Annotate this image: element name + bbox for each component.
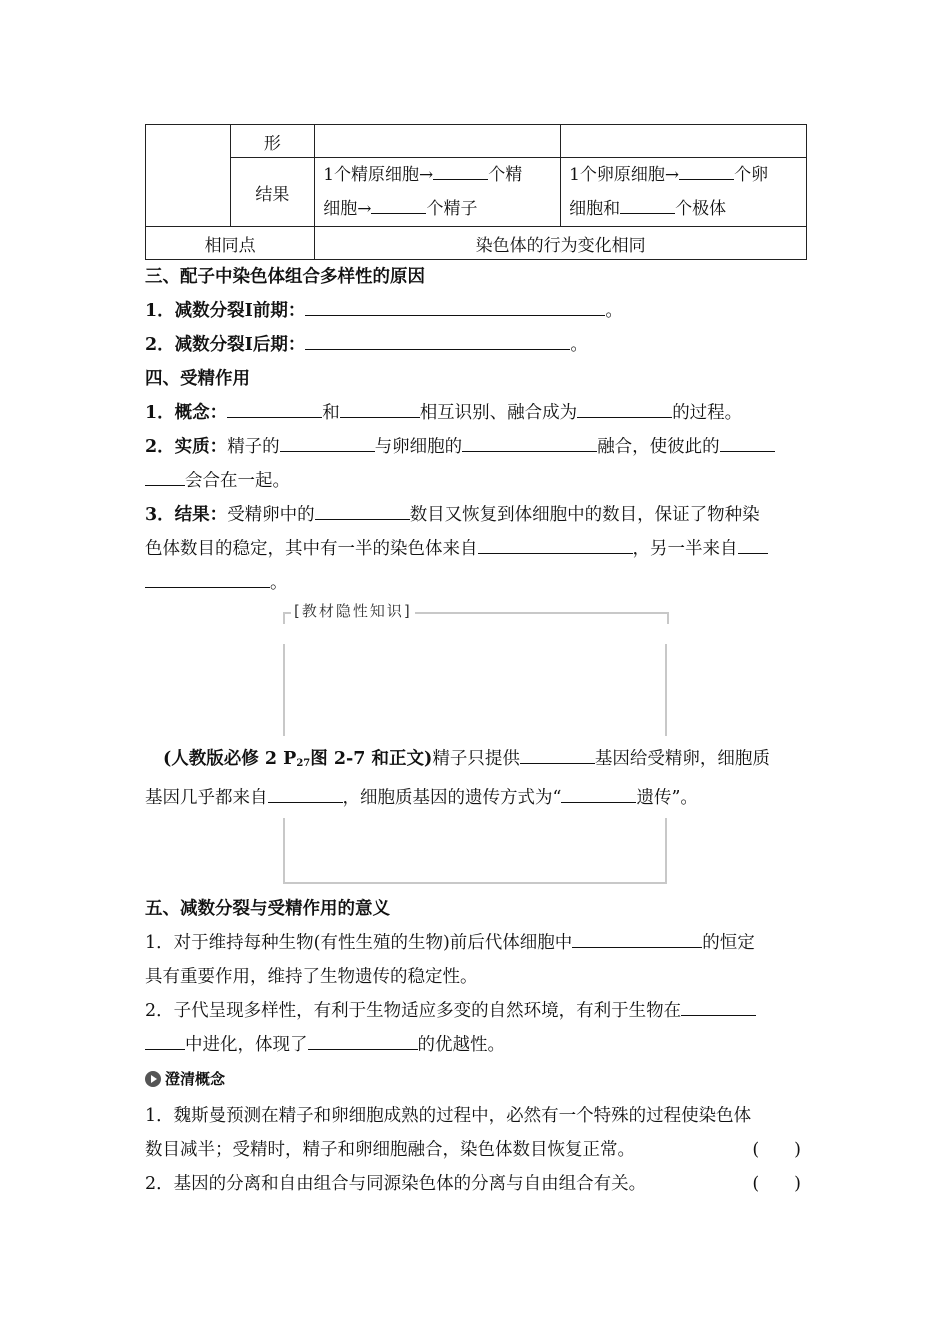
blank[interactable]	[720, 434, 775, 452]
text: 。	[570, 335, 588, 355]
text: ，细胞质基因的遗传方式为“	[342, 788, 562, 808]
text: 会合在一起。	[185, 471, 290, 491]
section-4-title: 四、受精作用	[145, 369, 250, 389]
text: 细胞→	[323, 199, 372, 219]
text: 数目又恢复到体细胞中的数目，保证了物种染	[409, 505, 760, 525]
clarify-q1-cont	[145, 1133, 807, 1167]
clarify-label	[145, 1062, 225, 1096]
sec3-item-1	[145, 294, 807, 328]
blank[interactable]	[280, 434, 375, 452]
text: 1．减数分裂Ⅰ前期：	[145, 301, 306, 321]
answer-paren[interactable]: ( )	[752, 1174, 801, 1194]
section-5-title: 五、减数分裂与受精作用的意义	[145, 899, 390, 919]
blank[interactable]	[572, 930, 702, 948]
text: 1．对于维持每种生物(有性生殖的生物)前后代体细胞中	[145, 933, 573, 953]
sec3-item-2	[145, 328, 807, 362]
blank[interactable]	[681, 998, 756, 1016]
text: 。	[605, 301, 623, 321]
sec4-item-3-cont2	[145, 566, 807, 600]
table-cell-empty	[146, 125, 231, 227]
blank[interactable]	[305, 298, 605, 316]
text: 的恒定	[702, 933, 755, 953]
text: 相互识别、融合成为	[419, 403, 578, 423]
text: 1个精原细胞→	[323, 165, 434, 185]
text: 细胞和	[569, 199, 621, 219]
sec5-item-1	[145, 926, 807, 960]
sec4-item-3-cont	[145, 532, 807, 566]
text: ，另一半来自	[632, 539, 738, 559]
sec4-item-2-cont	[145, 464, 807, 498]
blank[interactable]	[227, 400, 322, 418]
table-row-form	[146, 125, 807, 158]
blank[interactable]	[520, 746, 595, 764]
text: 基因几乎都来自	[145, 788, 268, 808]
text: 27	[296, 758, 311, 769]
text: 色体数目的稳定，其中有一半的染色体来自	[145, 539, 478, 559]
text: 遗传”。	[636, 788, 698, 808]
clarify-q1: 1．魏斯曼预测在精子和卵细胞成熟的过程中，必然有一个特殊的过程使染色体	[145, 1106, 752, 1126]
clarify-q2	[145, 1167, 807, 1201]
text: 具有重要作用，维持了生物遗传的稳定性。	[145, 967, 478, 987]
text: 2．实质：	[145, 437, 228, 457]
text: 2．减数分裂Ⅰ后期：	[145, 335, 306, 355]
text: 受精卵中的	[227, 505, 315, 525]
row-label-result: 结果	[230, 158, 315, 227]
hidden-line-1	[145, 742, 807, 781]
section-3-title: 三、配子中染色体组合多样性的原因	[145, 267, 425, 287]
cell-result-sperm	[315, 158, 561, 227]
blank[interactable]	[371, 197, 426, 214]
text: 。	[270, 573, 288, 593]
sec4-item-1	[145, 396, 807, 430]
box-label-text: 教材隐性知识	[301, 602, 404, 620]
box-label: [教材隐性知识]	[291, 600, 415, 621]
text: 2．基因的分离和自由组合与同源染色体的分离与自由组合有关。	[145, 1174, 647, 1194]
play-icon	[145, 1071, 161, 1087]
text: 1个卵原细胞→	[569, 165, 680, 185]
text: 中进化，体现了	[185, 1035, 308, 1055]
blank[interactable]	[308, 1032, 418, 1050]
text: 图 2-7 和正文)	[310, 749, 433, 769]
sec5-item-2	[145, 994, 807, 1028]
box-bottom-border	[283, 882, 667, 884]
text: 和	[322, 403, 340, 423]
blank[interactable]	[340, 400, 420, 418]
answer-paren[interactable]: ( )	[752, 1140, 801, 1160]
text: 基因给受精卵，细胞质	[594, 749, 770, 769]
text: 个卵	[734, 165, 769, 185]
blank[interactable]	[478, 536, 633, 554]
text: 3．结果：	[145, 505, 228, 525]
text: 精子的	[227, 437, 280, 457]
text: 的优越性。	[417, 1035, 505, 1055]
text: 澄清概念	[165, 1070, 226, 1088]
hidden-line-2	[145, 781, 807, 815]
text: 2．子代呈现多样性，有利于生物适应多变的自然环境，有利于生物在	[145, 1001, 682, 1021]
worksheet-page	[145, 124, 807, 600]
text: 的过程。	[672, 403, 743, 423]
blank[interactable]	[561, 785, 636, 803]
text: 精子只提供	[432, 749, 520, 769]
box-left-border	[283, 644, 285, 736]
blank[interactable]	[305, 332, 570, 350]
sec4-item-2	[145, 430, 807, 464]
blank[interactable]	[738, 536, 768, 554]
blank[interactable]	[462, 434, 597, 452]
blank[interactable]	[433, 163, 488, 180]
cell-form-sperm	[315, 125, 561, 158]
text: 1．概念：	[145, 403, 228, 423]
blank[interactable]	[315, 502, 410, 520]
comparison-table	[145, 124, 807, 260]
blank[interactable]	[268, 785, 343, 803]
cell-form-egg	[561, 125, 807, 158]
table-row-same	[146, 227, 807, 260]
text: 融合，使彼此的	[597, 437, 720, 457]
text: 个精	[488, 165, 523, 185]
table-row-result	[146, 158, 807, 227]
row-label-form: 形	[230, 125, 315, 158]
text: 个极体	[675, 199, 727, 219]
cell-same-value: 染色体的行为变化相同	[315, 227, 807, 260]
sec5-item-1-cont	[145, 960, 807, 994]
row-label-same: 相同点	[146, 227, 315, 260]
box-right-border	[665, 818, 667, 884]
blank[interactable]	[145, 1032, 185, 1050]
blank[interactable]	[620, 197, 675, 214]
cell-result-egg	[561, 158, 807, 227]
blank[interactable]	[679, 163, 734, 180]
blank[interactable]	[577, 400, 672, 418]
sec5-item-2-cont	[145, 1028, 807, 1062]
text: 个精子	[426, 199, 478, 219]
box-right-border	[665, 644, 667, 736]
blank[interactable]	[145, 468, 185, 486]
clarify-header	[145, 1062, 807, 1099]
blank[interactable]	[145, 570, 270, 588]
box-left-border	[283, 818, 285, 884]
worksheet-page-lower	[145, 892, 807, 1201]
text: 与卵细胞的	[374, 437, 463, 457]
text: 数目减半；受精时，精子和卵细胞融合，染色体数目恢复正常。	[145, 1140, 635, 1160]
sec4-item-3	[145, 498, 807, 532]
hidden-knowledge-text	[145, 742, 807, 815]
text: (人教版必修 2 P	[163, 749, 297, 769]
